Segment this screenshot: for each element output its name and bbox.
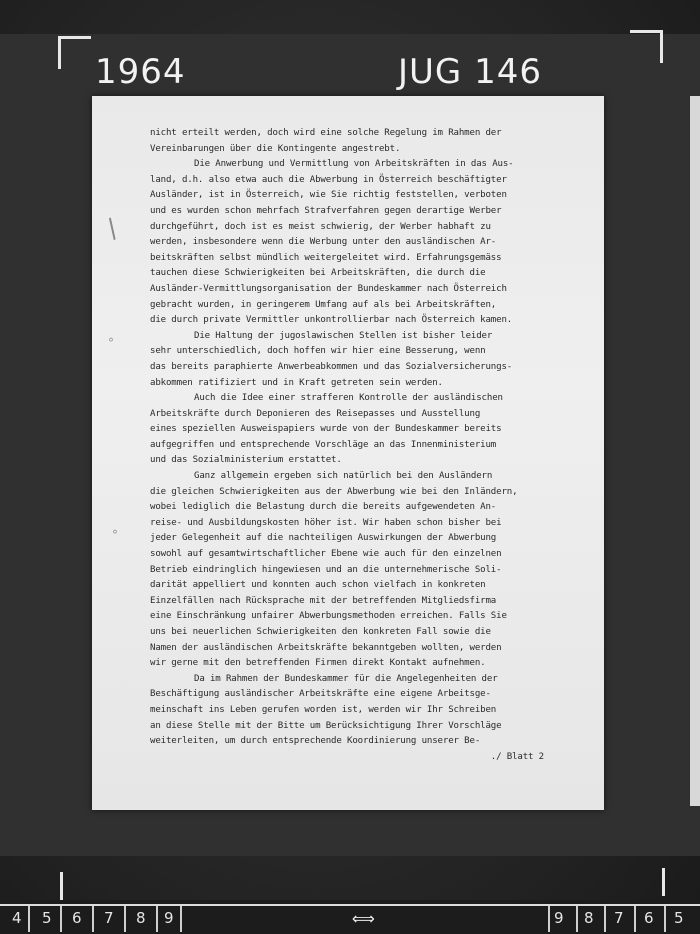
film-edge-line [0, 904, 700, 906]
frame-corner-mark [60, 872, 93, 900]
tick-mark [604, 906, 606, 932]
frame-archive-code: JUG 146 [398, 52, 542, 92]
frame-number: 9 [554, 909, 564, 927]
film-sprocket-icon: ⟺ [352, 909, 375, 928]
frame-number: 7 [104, 909, 114, 927]
paragraph: Die Haltung der jugoslawischen Stellen ist bisher leider sehr unterschiedlich, doch hoffen wir hier eine Besserung, wenn das bereits paraphierte Anwerbeabkommen und das Sozialversicherungs- abkommen ratifiziert und in Kraft getreten sein werden. [150, 330, 513, 388]
margin-annotation-icon: ° [108, 336, 114, 350]
paragraph: Ganz allgemein ergeben sich natürlich bei den Ausländern die gleichen Schwierigkeiten aus der Abwerbung wie bei den Inländern, wobei lediglich die Belastung durch die bereits aufgewendeten An- reise- und Ausbildungskosten höher ist. Wir haben schon bisher bei jeder Gelegenheit auf die nachteiligen Auswirkungen der Abwerbung sowohl auf gesamtwirtschaftlicher Ebene wie auch für den einzelnen Betrieb eindringlich hingewiesen und an die unternehmerische Soli- darität appelliert und konnten auch schon vielfach in konkreten Einzelfällen nach Rücksprache mit der betreffenden Mitgliedsfirma eine Einschränkung unfairer Abwerbungsmethoden erreichen. Falls Sie uns bei neuerlichen Schwierigkeiten den konkreten Fall sowie die Namen der ausländischen Arbeitskräfte bekanntgeben wollten, werden wir gerne mit den betreffenden Firmen direkt Kontakt aufnehmen. [150, 471, 518, 669]
adjacent-page-edge [690, 96, 700, 806]
tick-mark [634, 906, 636, 932]
frame-number: 6 [72, 909, 82, 927]
frame-number: 8 [136, 909, 146, 927]
tick-mark [28, 906, 30, 932]
paragraph: nicht erteilt werden, doch wird eine solche Regelung im Rahmen der Vereinbarungen über die Kontingente angestrebt. [150, 128, 502, 154]
tick-mark [92, 906, 94, 932]
tick-mark [60, 906, 62, 932]
frame-number: 4 [12, 909, 22, 927]
tick-mark [156, 906, 158, 932]
typed-letter-body [150, 126, 590, 765]
frame-year-label: 1964 [95, 52, 186, 92]
frame-number: 6 [644, 909, 654, 927]
frame-number: 9 [164, 909, 174, 927]
continuation-reference: ./ Blatt 2 [490, 751, 544, 762]
paragraph: Auch die Idee einer strafferen Kontrolle der ausländischen Arbeitskräfte durch Deponieren des Reisepasses und Ausstellung eines speziellen Ausweispapiers wurde von der Bundeskammer bereits aufgegriffen und entsprechende Vorschläge an das Innenministerium und das Sozialministerium erstattet. [150, 393, 503, 466]
paragraph: Da im Rahmen der Bundeskammer für die Angelegenheiten der Beschäftigung ausländischer Arbeitskräfte eine eigene Arbeitsge- meinschaft ins Leben gerufen worden ist, werden wir Ihr Schreiben an diese Stelle mit der Bitte um Berücksichtigung Ihrer Vorschläge weiterleiten, um durch entsprechende Koordinierung unserer Be- [150, 673, 502, 747]
document-page [92, 96, 604, 810]
margin-annotation-icon: ° [112, 528, 118, 542]
frame-corner-mark [58, 36, 91, 69]
tick-mark [124, 906, 126, 932]
frame-corner-mark [630, 30, 663, 63]
pencil-mark-icon: / [101, 213, 124, 245]
tick-mark [664, 906, 666, 932]
frame-number: 8 [584, 909, 594, 927]
tick-mark [180, 906, 182, 932]
frame-number: 7 [614, 909, 624, 927]
tick-mark [576, 906, 578, 932]
frame-number: 5 [674, 909, 684, 927]
frame-number: 5 [42, 909, 52, 927]
tick-mark [548, 906, 550, 932]
paragraph: Die Anwerbung und Vermittlung von Arbeitskräften in das Aus- land, d.h. also etwa auch die Abwerbung in Österreich beschäftigter Ausländer, ist in Österreich, wie Sie richtig feststellen, verboten und es wurden schon mehrfach Strafverfahren gegen derartige Werber durchgeführt, doch ist es meist schwierig, der Werber habhaft zu werden, insbesondere wenn die Werbung unter den ausländischen Ar- beitskräften selbst mündlich weitergeleitet wird. Erfahrungsgemäss tauchen diese Schwierigkeiten bei Arbeitskräften, die durch die Ausländer-Vermittlungsorganisation der Bundeskammer nach Österreich gebracht wurden, in geringerem Umfang auf als bei Arbeitskräften, die durch private Vermittler unkontrollierbar nach Österreich kamen. [150, 159, 514, 326]
frame-corner-mark [662, 868, 695, 896]
